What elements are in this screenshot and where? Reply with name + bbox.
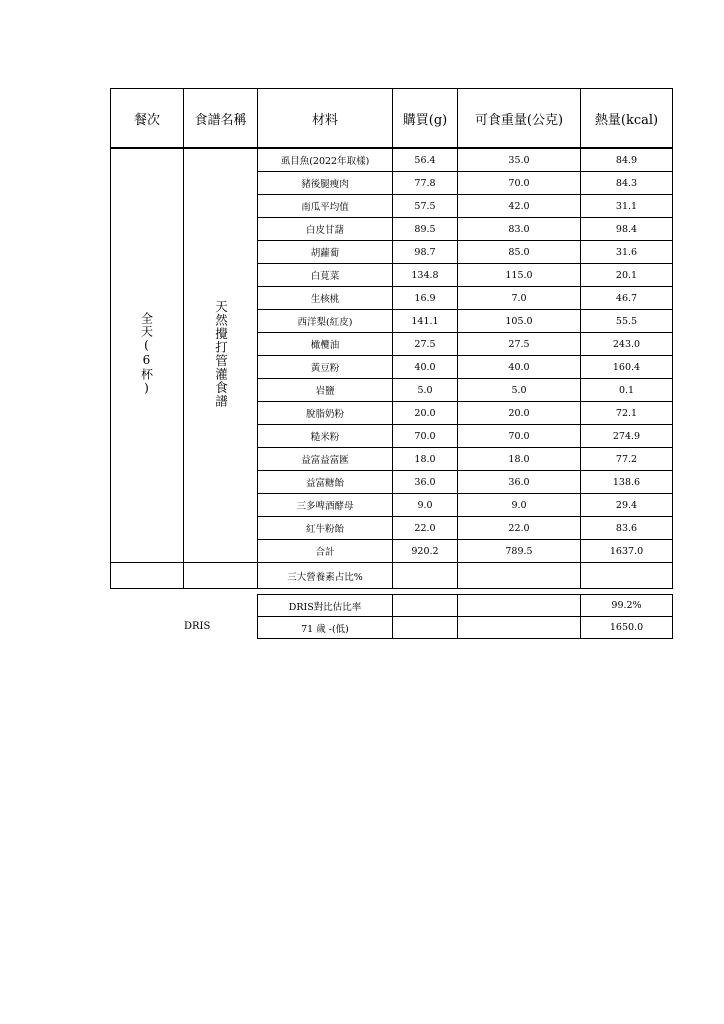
ingredient-cell: 岩鹽 [258,379,393,402]
calories-cell: 1637.0 [581,540,673,563]
edible-weight-cell: 7.0 [458,287,581,310]
dris-row-value: 1650.0 [581,617,673,639]
purchase-cell: 20.0 [393,402,458,425]
edible-weight-cell: 40.0 [458,356,581,379]
calories-cell: 160.4 [581,356,673,379]
ingredient-cell: 豬後腿瘦肉 [258,172,393,195]
calories-cell: 20.1 [581,264,673,287]
purchase-cell: 57.5 [393,195,458,218]
nutrient-ratio-row [111,563,673,589]
ingredient-cell: 益富糖飴 [258,471,393,494]
calories-cell: 274.9 [581,425,673,448]
calories-cell: 55.5 [581,310,673,333]
header-ingredient: 材料 [258,89,393,149]
dris-row-c1 [393,617,458,639]
calories-cell: 98.4 [581,218,673,241]
header-recipe-name: 食譜名稱 [184,89,258,149]
recipe-nutrition-table [110,88,673,589]
calories-cell: 31.6 [581,241,673,264]
edible-weight-cell: 9.0 [458,494,581,517]
purchase-cell: 18.0 [393,448,458,471]
ratio-recipe-empty [184,563,258,589]
purchase-cell: 40.0 [393,356,458,379]
header-calories: 熱量(kcal) [581,89,673,149]
purchase-cell: 9.0 [393,494,458,517]
purchase-cell: 5.0 [393,379,458,402]
purchase-cell: 89.5 [393,218,458,241]
ingredient-cell: 黃豆粉 [258,356,393,379]
header-meal: 餐次 [111,89,184,149]
calories-cell: 84.3 [581,172,673,195]
calories-cell: 46.7 [581,287,673,310]
edible-weight-cell: 115.0 [458,264,581,287]
purchase-cell: 70.0 [393,425,458,448]
recipe-name-value: 天然攪打管灌食譜 [213,300,229,408]
purchase-cell: 16.9 [393,287,458,310]
edible-weight-cell: 5.0 [458,379,581,402]
edible-weight-cell: 105.0 [458,310,581,333]
dris-row-label: DRIS對比估比率 [258,595,393,617]
header-purchase: 購買(g) [393,89,458,149]
edible-weight-cell: 85.0 [458,241,581,264]
purchase-cell: 98.7 [393,241,458,264]
edible-weight-cell: 70.0 [458,172,581,195]
ingredient-cell: 紅牛粉飴 [258,517,393,540]
calories-cell: 31.1 [581,195,673,218]
ingredient-cell: 白莧菜 [258,264,393,287]
edible-weight-cell: 22.0 [458,517,581,540]
ingredient-cell: 合計 [258,540,393,563]
purchase-cell: 56.4 [393,148,458,172]
ratio-meal-empty [111,563,184,589]
calories-cell: 0.1 [581,379,673,402]
ratio-kcal [581,563,673,589]
purchase-cell: 22.0 [393,517,458,540]
edible-weight-cell: 35.0 [458,148,581,172]
dris-table [257,594,673,639]
ingredient-row [111,148,673,172]
edible-weight-cell: 20.0 [458,402,581,425]
dris-row-label: 71 歲 -(低) [258,617,393,639]
header-edible-weight: 可食重量(公克) [458,89,581,149]
calories-cell: 243.0 [581,333,673,356]
purchase-cell: 27.5 [393,333,458,356]
calories-cell: 72.1 [581,402,673,425]
header-row [111,89,673,149]
dris-age-row [258,617,673,639]
ingredient-cell: 虱目魚(2022年取樣) [258,148,393,172]
calories-cell: 83.6 [581,517,673,540]
calories-cell: 77.2 [581,448,673,471]
edible-weight-cell: 36.0 [458,471,581,494]
ingredient-cell: 益富益富匯 [258,448,393,471]
meal-value: 全天(6杯) [139,312,154,396]
dris-ratio-row [258,595,673,617]
dris-row-c1 [393,595,458,617]
ratio-purchase [393,563,458,589]
ingredient-cell: 生核桃 [258,287,393,310]
ingredient-cell: 脫脂奶粉 [258,402,393,425]
purchase-cell: 36.0 [393,471,458,494]
edible-weight-cell: 18.0 [458,448,581,471]
edible-weight-cell: 789.5 [458,540,581,563]
ratio-label: 三大營養素占比% [258,563,393,589]
ingredient-cell: 西洋梨(紅皮) [258,310,393,333]
purchase-cell: 77.8 [393,172,458,195]
edible-weight-cell: 42.0 [458,195,581,218]
dris-row-c2 [458,617,581,639]
purchase-cell: 920.2 [393,540,458,563]
meal-cell [111,148,184,563]
dris-row-value: 99.2% [581,595,673,617]
recipe-name-cell [184,148,258,563]
edible-weight-cell: 83.0 [458,218,581,241]
purchase-cell: 134.8 [393,264,458,287]
calories-cell: 138.6 [581,471,673,494]
ingredient-cell: 白皮甘藷 [258,218,393,241]
ingredient-cell: 糙米粉 [258,425,393,448]
ingredient-cell: 胡蘿蔔 [258,241,393,264]
calories-cell: 84.9 [581,148,673,172]
calories-cell: 29.4 [581,494,673,517]
edible-weight-cell: 27.5 [458,333,581,356]
dris-label: DRIS [184,621,211,632]
ratio-edible [458,563,581,589]
purchase-cell: 141.1 [393,310,458,333]
edible-weight-cell: 70.0 [458,425,581,448]
ingredient-cell: 三多啤酒酵母 [258,494,393,517]
dris-row-c2 [458,595,581,617]
ingredient-cell: 橄欖油 [258,333,393,356]
ingredient-cell: 南瓜平均值 [258,195,393,218]
